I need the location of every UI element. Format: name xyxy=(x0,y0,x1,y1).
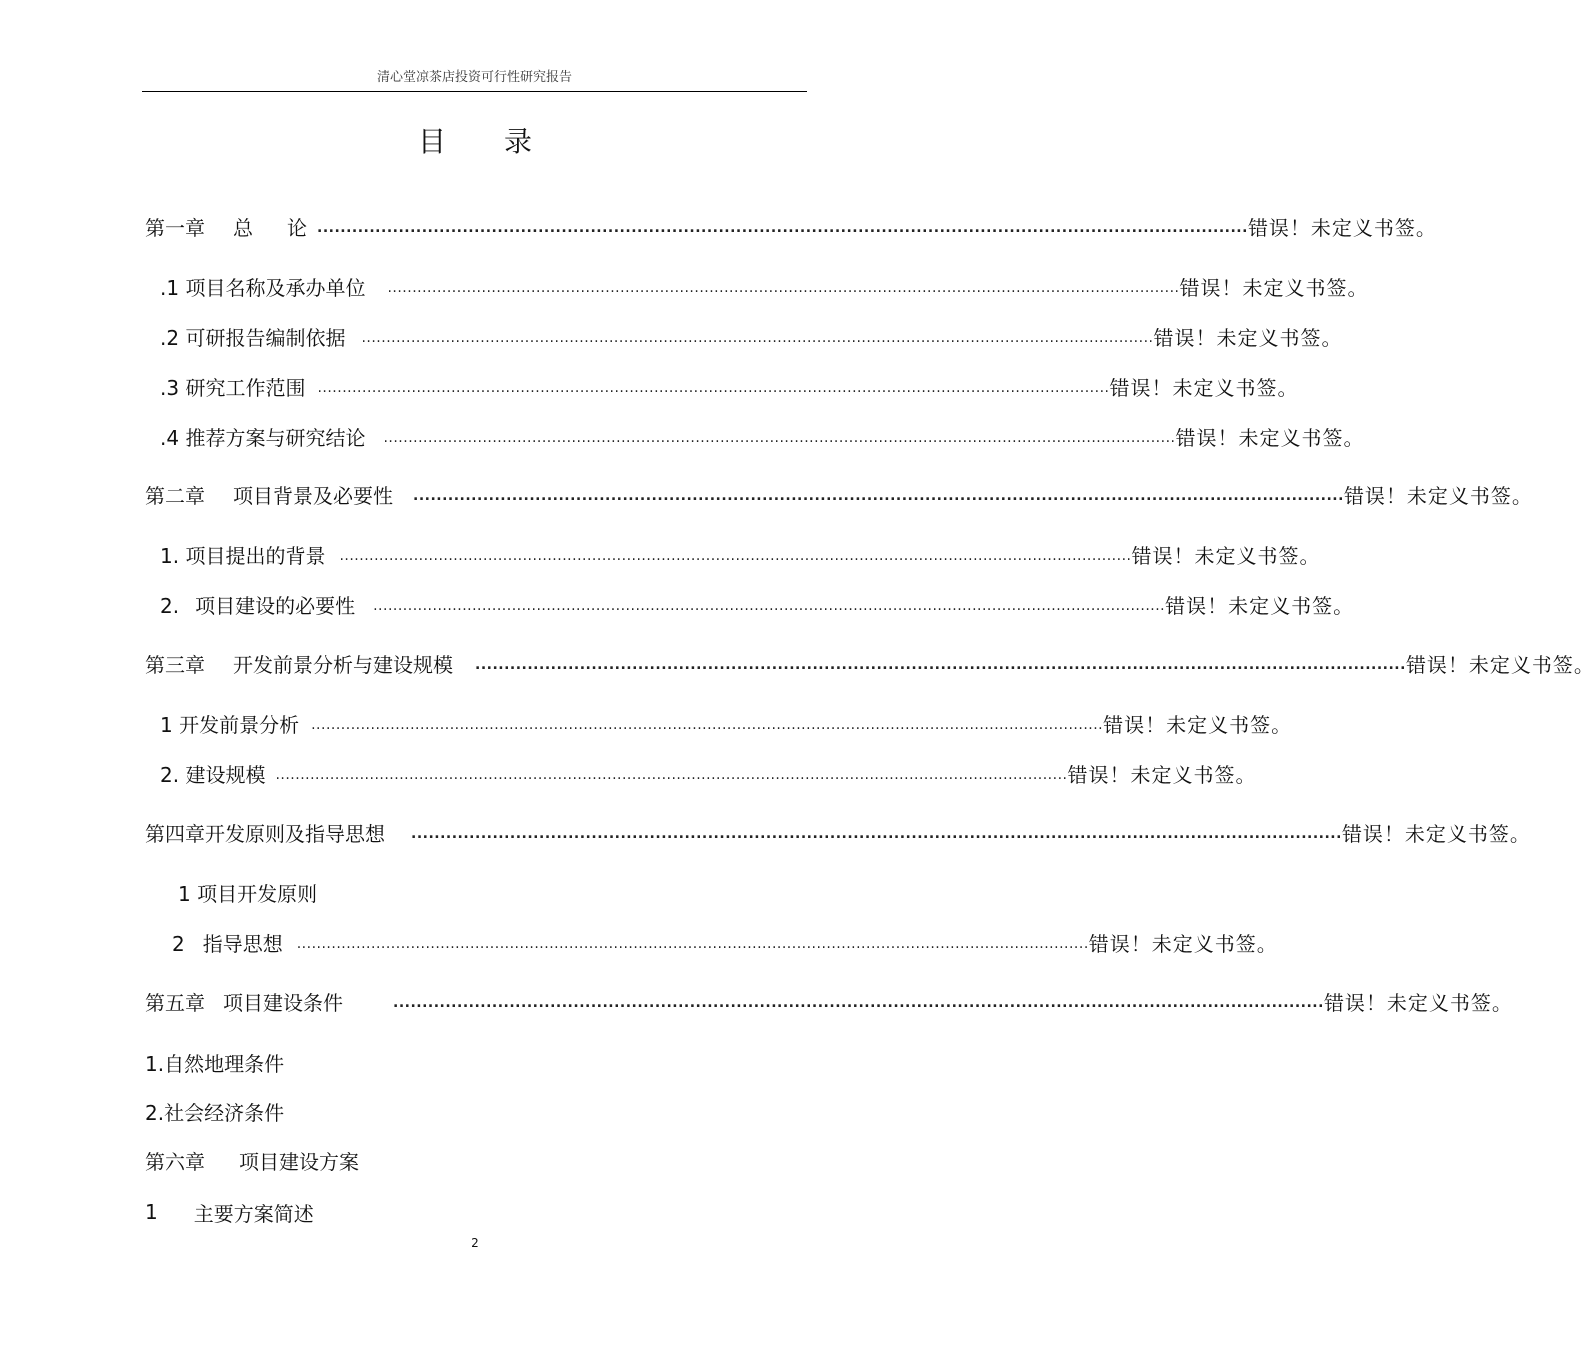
page-number: 2 xyxy=(471,1236,479,1250)
toc-entry-4-1[interactable]: 1 项目开发原则 xyxy=(178,881,318,906)
leader-dots: ................................................................................................................................................................ xyxy=(387,280,1180,296)
leader-dots: ................................................................................................................................................................ xyxy=(339,548,1132,564)
toc-entry-3-2[interactable] xyxy=(160,756,1257,790)
section-number: 1 xyxy=(145,1200,158,1224)
toc-entry-label: 第一章 总 论 xyxy=(145,215,307,240)
toc-entry-chapter-2[interactable] xyxy=(145,477,1533,511)
toc-entry-label: 2 指导思想 xyxy=(172,931,283,956)
toc-entry-label: .3 研究工作范围 xyxy=(160,375,306,400)
leader-dots: ................................................................................................................................................................ xyxy=(317,380,1110,396)
toc-entry-label: 1 开发前景分析 xyxy=(160,712,300,737)
toc-entry-5-1[interactable]: 1.自然地理条件 xyxy=(145,1051,285,1076)
error-text: 错误！未定义书签。 xyxy=(1165,593,1355,618)
toc-entry-label: .1 项目名称及承办单位 xyxy=(160,275,366,300)
leader-dots: ................................................................................................................................................................ xyxy=(413,488,1344,504)
leader-dots: ................................................................................................................................................................ xyxy=(296,936,1089,952)
toc-entry-label: 1. 项目提出的背景 xyxy=(160,543,326,568)
toc-entry-chapter-5[interactable] xyxy=(145,984,1513,1018)
error-text: 错误！未定义书签。 xyxy=(1247,215,1437,240)
leader-dots: ................................................................................................................................................................ xyxy=(317,220,1248,236)
leader-dots: ................................................................................................................................................................ xyxy=(383,430,1176,446)
toc-title: 目录 xyxy=(417,125,590,158)
toc-entry-label: 第二章 项目背景及必要性 xyxy=(145,483,393,508)
toc-entry-label: 第四章开发原则及指导思想 xyxy=(145,821,385,846)
toc-entry-label: 2. 项目建设的必要性 xyxy=(160,593,356,618)
toc-entry-6-1[interactable] xyxy=(145,1195,314,1229)
leader-dots: ................................................................................................................................................................ xyxy=(361,330,1154,346)
section-title: 主要方案简述 xyxy=(193,1201,314,1226)
toc-entry-label: .2 可研报告编制依据 xyxy=(160,325,346,350)
error-text: 错误！未定义书签。 xyxy=(1109,375,1299,400)
running-header: 清心堂凉茶店投资可行性研究报告 xyxy=(376,70,572,85)
error-text: 错误！未定义书签。 xyxy=(1067,762,1257,787)
toc-entry-chapter-4[interactable] xyxy=(145,815,1531,849)
chapter-title: 项目建设方案 xyxy=(239,1149,359,1174)
toc-entry-5-2[interactable]: 2.社会经济条件 xyxy=(145,1100,285,1125)
error-text: 错误！未定义书签。 xyxy=(1343,483,1533,508)
toc-entry-chapter-1[interactable] xyxy=(145,209,1437,243)
leader-dots: ................................................................................................................................................................ xyxy=(275,767,1068,783)
toc-entry-4-2[interactable] xyxy=(172,925,1278,959)
header-rule xyxy=(142,91,807,92)
leader-dots: ................................................................................................................................................................ xyxy=(393,995,1324,1011)
error-text: 错误！未定义书签。 xyxy=(1179,275,1369,300)
toc-entry-1-3[interactable] xyxy=(160,369,1299,403)
toc-entry-chapter-6[interactable] xyxy=(145,1143,359,1177)
error-text: 错误！未定义书签。 xyxy=(1103,712,1293,737)
error-text: 错误！未定义书签。 xyxy=(1175,425,1365,450)
error-text: 错误！未定义书签。 xyxy=(1405,652,1595,677)
toc-entry-label: .4 推荐方案与研究结论 xyxy=(160,425,366,450)
toc-entry-1-1[interactable] xyxy=(160,269,1369,303)
toc-entry-2-2[interactable] xyxy=(160,587,1355,621)
error-text: 错误！未定义书签。 xyxy=(1088,931,1278,956)
leader-dots: ................................................................................................................................................................ xyxy=(373,598,1166,614)
toc-entry-2-1[interactable] xyxy=(160,537,1321,571)
toc-entry-label: 第三章 开发前景分析与建设规模 xyxy=(145,652,453,677)
toc-entry-1-4[interactable] xyxy=(160,419,1365,453)
chapter-number: 第六章 xyxy=(145,1149,205,1174)
error-text: 错误！未定义书签。 xyxy=(1131,543,1321,568)
toc-entry-label: 第五章 项目建设条件 xyxy=(145,990,343,1015)
error-text: 错误！未定义书签。 xyxy=(1341,821,1531,846)
error-text: 错误！未定义书签。 xyxy=(1153,325,1343,350)
toc-entry-chapter-3[interactable] xyxy=(145,646,1595,680)
toc-entry-3-1[interactable] xyxy=(160,706,1293,740)
leader-dots: ................................................................................................................................................................ xyxy=(475,657,1406,673)
toc-entry-label: 2. 建设规模 xyxy=(160,762,266,787)
error-text: 错误！未定义书签。 xyxy=(1323,990,1513,1015)
toc-entry-1-2[interactable] xyxy=(160,319,1343,353)
leader-dots: ................................................................................................................................................................ xyxy=(411,826,1342,842)
leader-dots: ................................................................................................................................................................ xyxy=(311,717,1104,733)
